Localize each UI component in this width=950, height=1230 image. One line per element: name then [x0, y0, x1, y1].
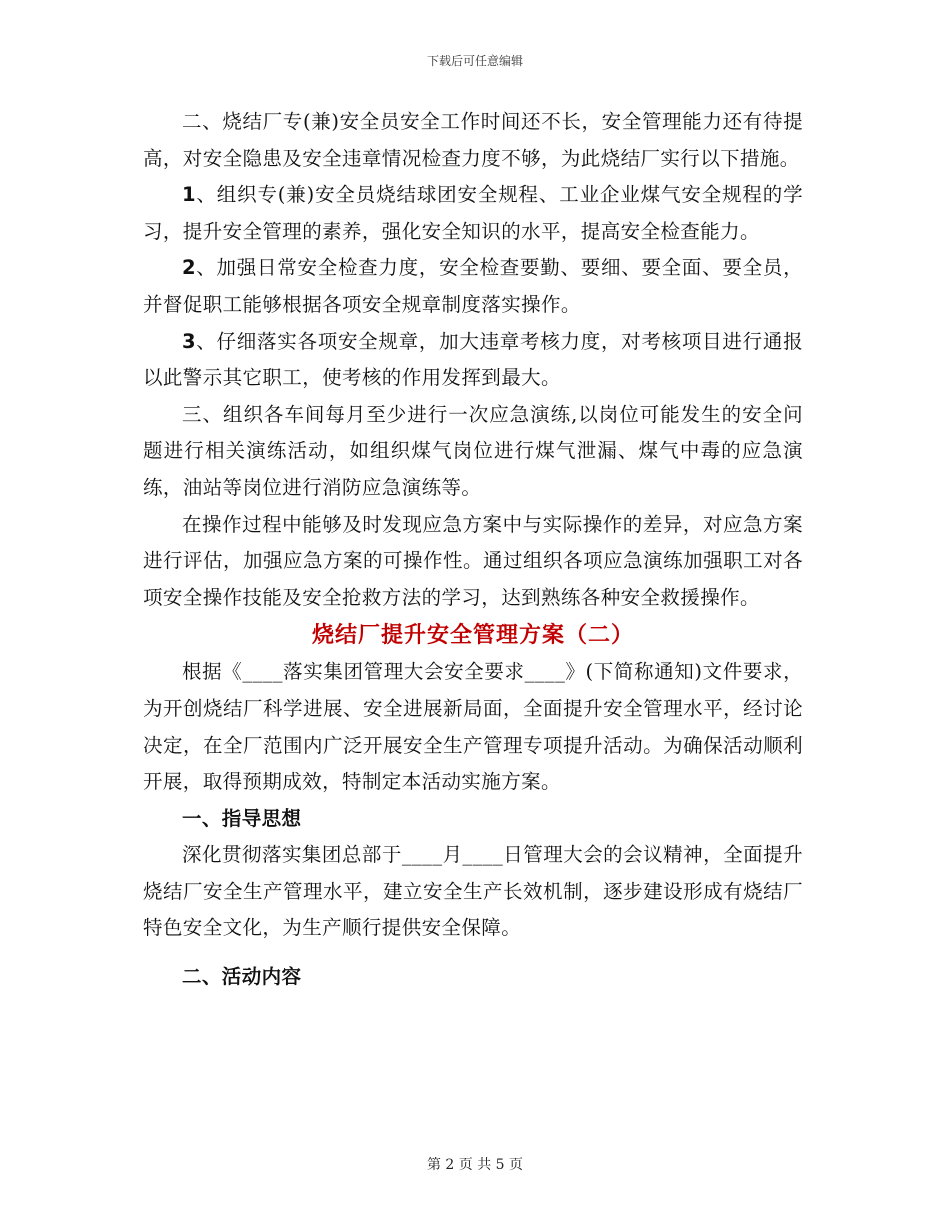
paragraph-measure-2: [143, 250, 803, 323]
item-number: 1: [182, 183, 196, 207]
item-number: 2: [182, 256, 196, 280]
paragraph-text: 、仔细落实各项安全规章，加大违章考核力度，对考核项目进行通报以此警示其它职工，使考核的作用发挥到最大。: [143, 329, 803, 390]
heading-activity-content: 二、活动内容: [182, 965, 302, 989]
page-number: 第 2 页 共 5 页: [426, 1157, 524, 1173]
paragraph-text: 、加强日常安全检查力度，安全检查要勤、要细、要全面、要全员，并督促职工能够根据各项安全规章制度落实操作。: [143, 256, 803, 316]
paragraph-measures-intro: 二、烧结厂专(兼)安全员安全工作时间还不长，安全管理能力还有待提高，对安全隐患及安全违章情况检查力度不够，为此烧结厂实行以下措施。: [143, 110, 803, 170]
paragraph-drill-evaluation: 在操作过程中能够及时发现应急方案中与实际操作的差异，对应急方案进行评估，加强应急方案的可操作性。通过组织各项应急演练加强职工对各项安全操作技能及安全抢救方法的学习，达到熟练各种安全救援操作。: [143, 512, 803, 609]
paragraph-guiding-thought: 深化贯彻落实集团总部于____月____日管理大会的会议精神，全面提升烧结厂安全生产管理水平，建立安全生产长效机制，逐步建设形成有烧结厂特色安全文化，为生产顺行提供安全保障。: [143, 843, 803, 940]
paragraph-emergency-drill: 三、组织各车间每月至少进行一次应急演练,以岗位可能发生的安全问题进行相关演练活动，如组织煤气岗位进行煤气泄漏、煤气中毒的应急演练，油站等岗位进行消防应急演练等。: [143, 402, 803, 499]
heading-guiding-thought: 一、指导思想: [182, 806, 302, 830]
section-title: 烧结厂提升安全管理方案（二）: [311, 622, 634, 649]
paragraph-plan-intro: 根据《____落实集团管理大会安全要求____》(下简称通知)文件要求，为开创烧结厂科学进展、安全进展新局面，全面提升安全管理水平，经讨论决定，在全厂范围内广泛开展安全生产管理专项提升活动。为确保活动顺利开展，取得预期成效，特制定本活动实施方案。: [143, 660, 803, 794]
document-body: [143, 104, 803, 996]
paragraph-measure-1: [143, 177, 803, 250]
paragraph-measure-3: [143, 324, 803, 397]
item-number: 3: [182, 329, 196, 353]
header-note: 下载后可任意编辑: [426, 54, 523, 68]
paragraph-text: 、组织专(兼)安全员烧结球团安全规程、工业企业煤气安全规程的学习，提升安全管理的素养，强化安全知识的水平，提高安全检查能力。: [143, 183, 803, 243]
